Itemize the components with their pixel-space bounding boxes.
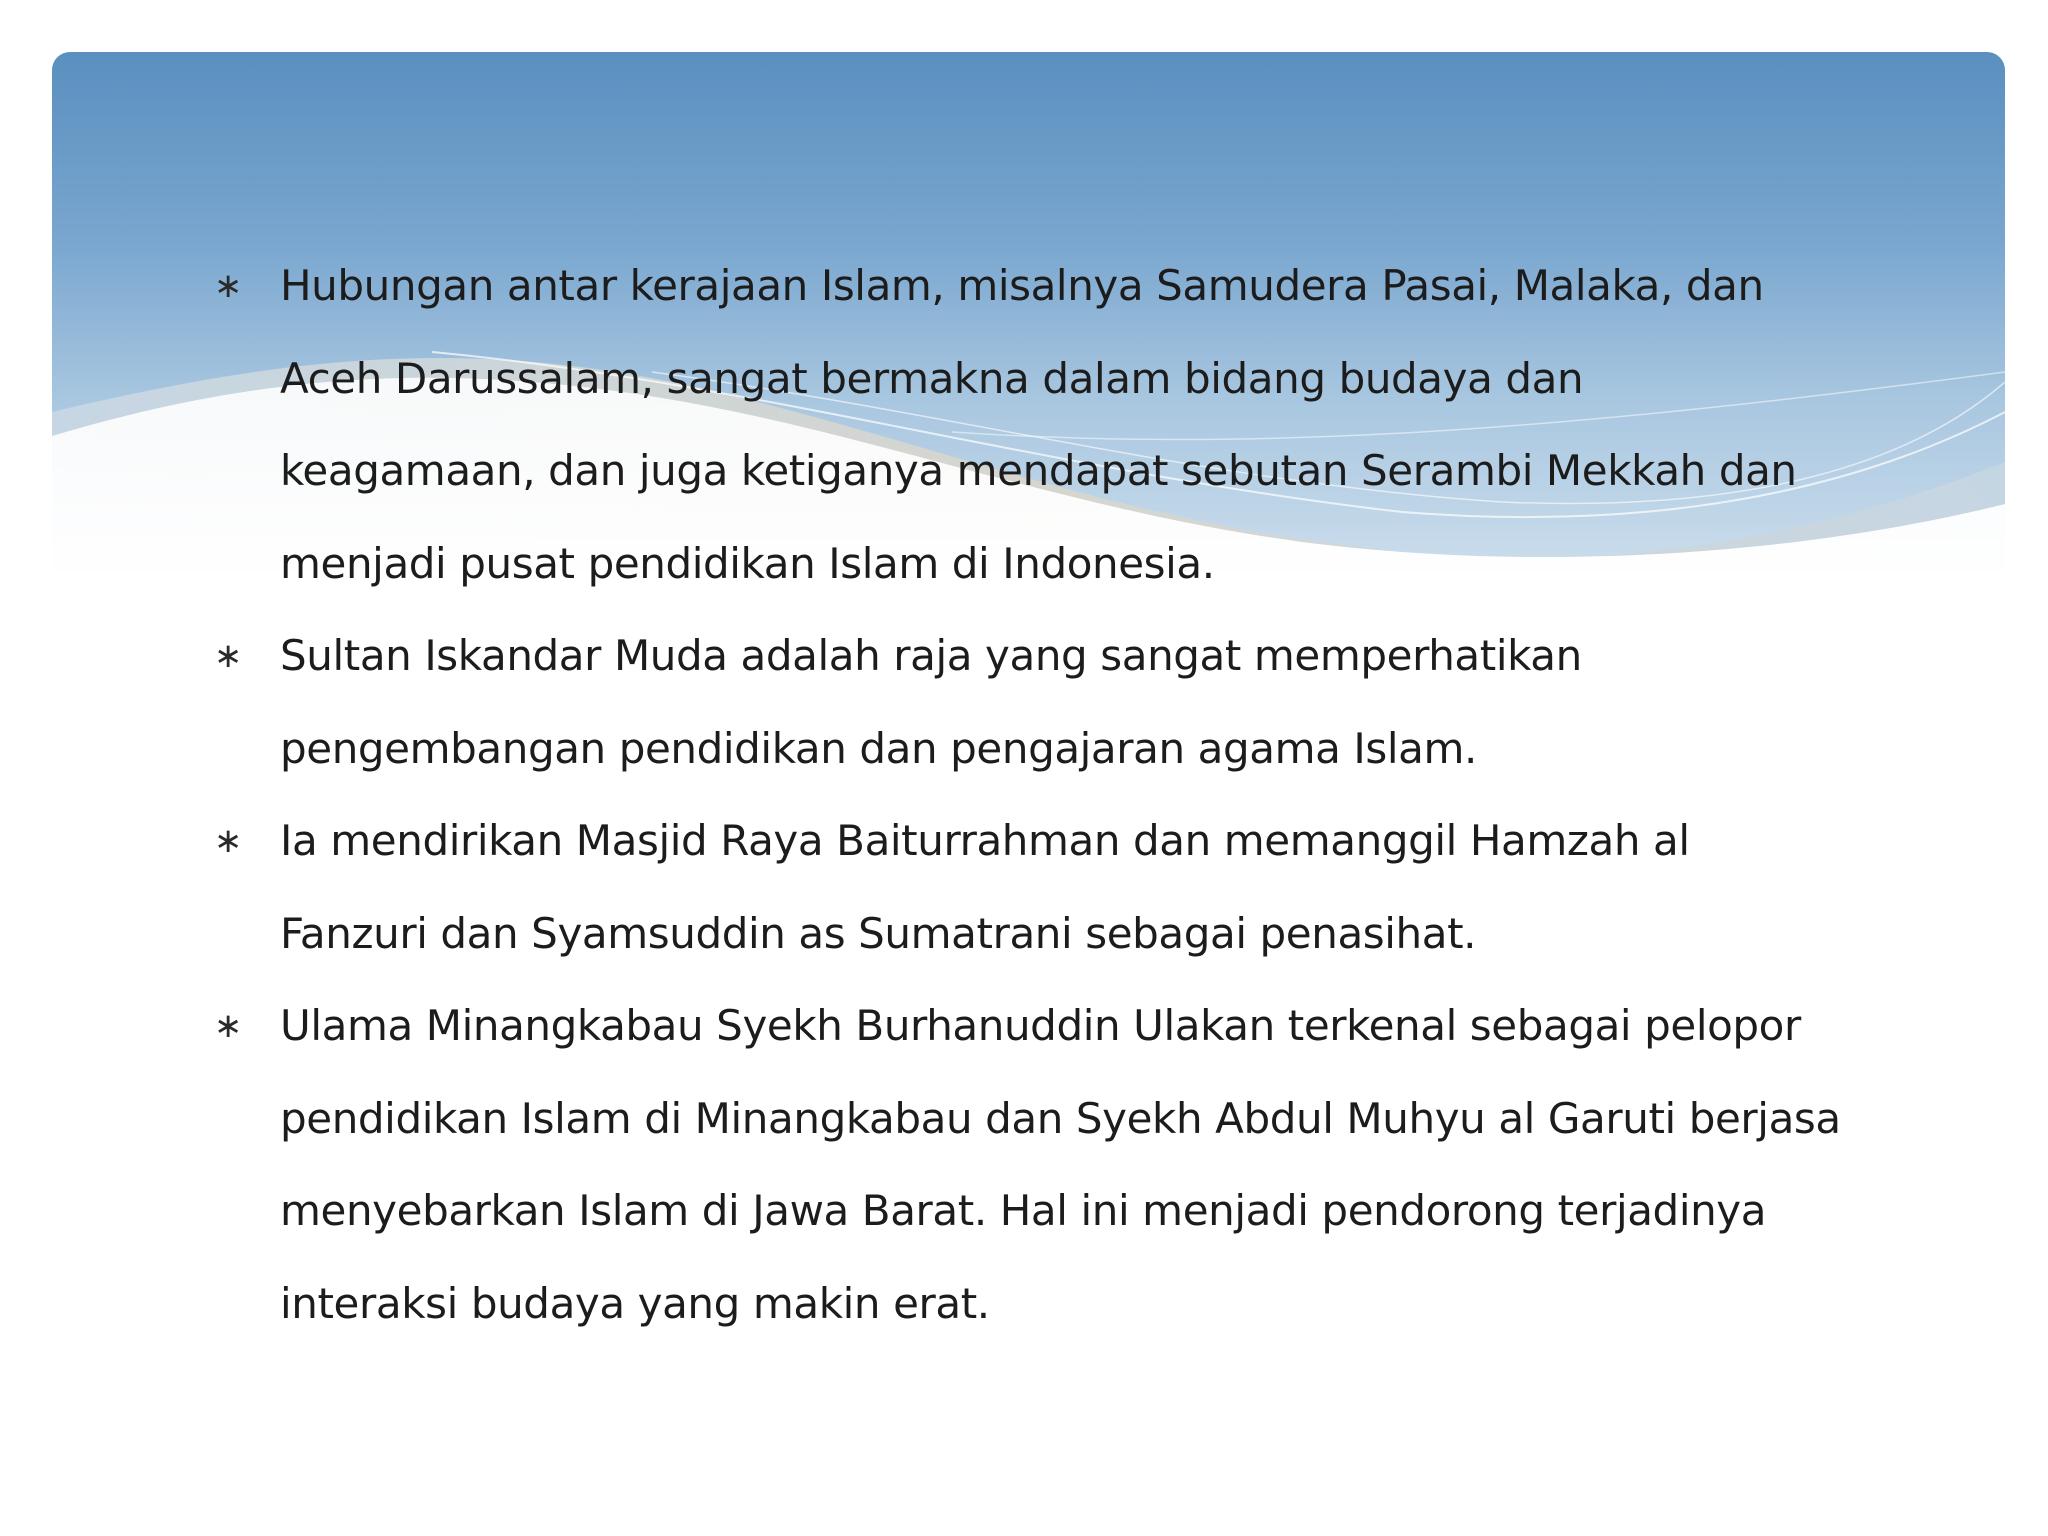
asterisk-bullet-icon: ∗ bbox=[214, 266, 243, 306]
bullet-item-2 bbox=[210, 610, 1850, 795]
bullet-item-1 bbox=[210, 240, 1850, 610]
bullet-item-3 bbox=[210, 795, 1850, 980]
bullet-list bbox=[210, 240, 1850, 1350]
bullet-text: Ia mendirikan Masjid Raya Baiturrahman dan memanggil Hamzah al Fanzuri dan Syamsuddin as Sumatrani sebagai penasihat. bbox=[280, 816, 1690, 958]
content-area bbox=[210, 240, 1850, 1350]
asterisk-bullet-icon: ∗ bbox=[214, 821, 243, 861]
asterisk-bullet-icon: ∗ bbox=[214, 636, 243, 676]
bullet-text: Hubungan antar kerajaan Islam, misalnya Samudera Pasai, Malaka, dan Aceh Darussalam, sangat bermakna dalam bidang budaya dan keagamaan, dan juga ketiganya mendapat sebutan Serambi Mekkah dan menjadi pusat pendidikan Islam di Indonesia. bbox=[280, 261, 1797, 588]
asterisk-bullet-icon: ∗ bbox=[214, 1006, 243, 1046]
bullet-text: Ulama Minangkabau Syekh Burhanuddin Ulakan terkenal sebagai pelopor pendidikan Islam di Minangkabau dan Syekh Abdul Muhyu al Garuti berjasa menyebarkan Islam di Jawa Barat. Hal ini menjadi pendorong terjadinya interaksi budaya yang makin erat. bbox=[280, 1001, 1841, 1328]
bullet-item-4 bbox=[210, 980, 1850, 1350]
bullet-text: Sultan Iskandar Muda adalah raja yang sangat memperhatikan pengembangan pendidikan dan pengajaran agama Islam. bbox=[280, 631, 1582, 773]
